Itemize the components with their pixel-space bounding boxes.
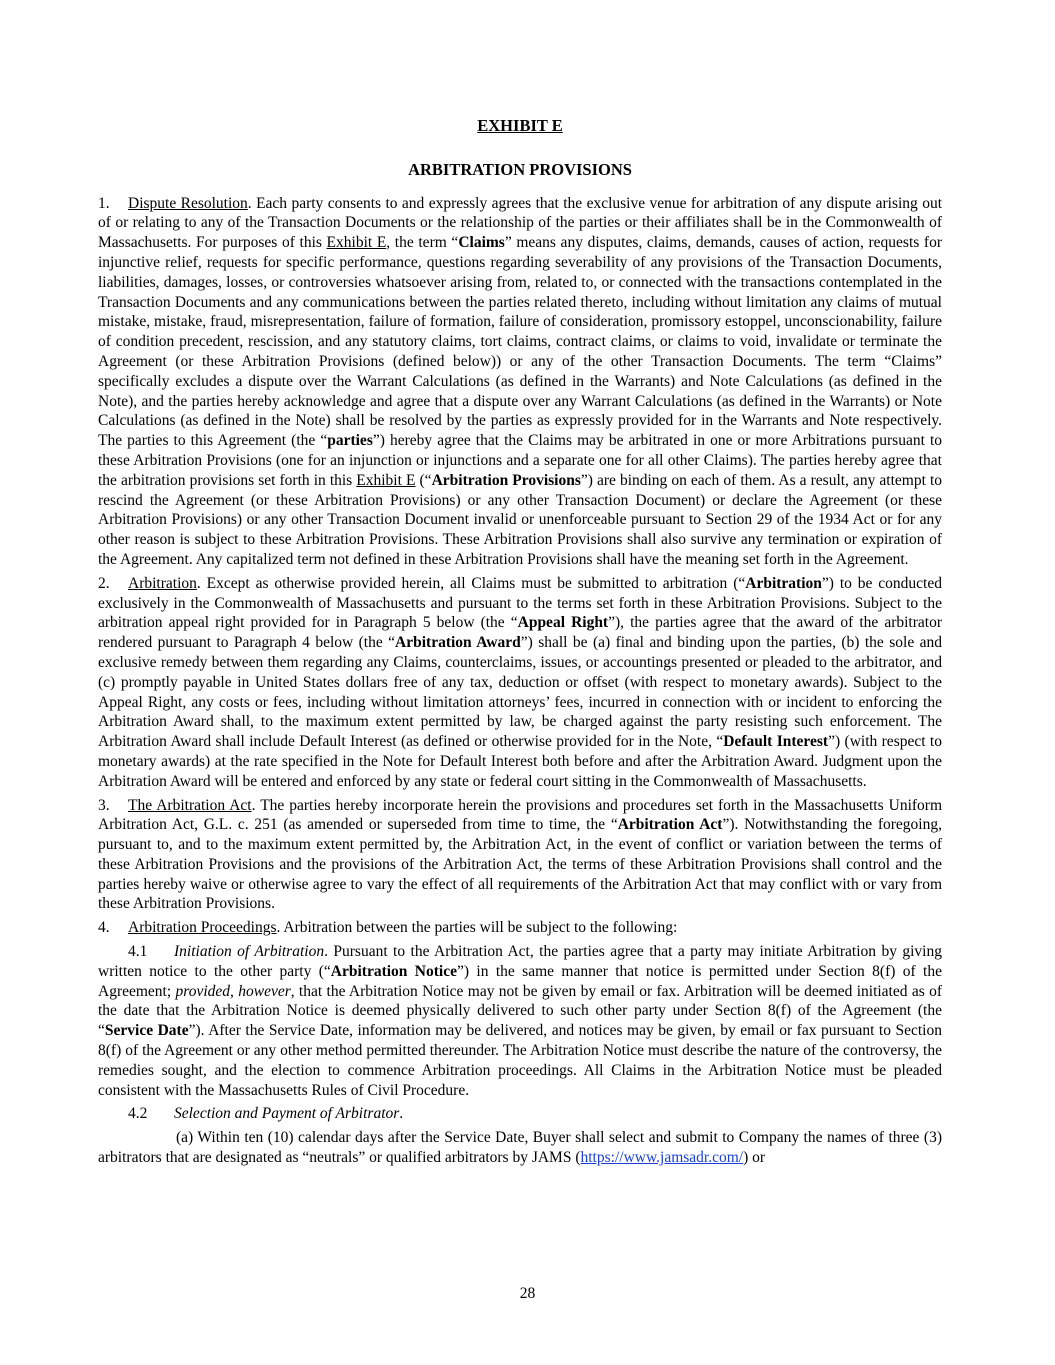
section-1-paragraph: 1. Dispute Resolution. Each party consents to and expressly agrees that the exclusive venue for arbitration of any dispute arising out of or relating to any of the Transaction Documents or the relationship of the parties or their affiliates shall be in the Commonwealth of Massachusetts. For purposes of this Exhibit E, the term “Claims” means any disputes, claims, demands, causes of action, requests for injunctive relief, requests for specific performance, questions regarding severability of any provisions of the Transaction Documents, liabilities, damages, losses, or controversies whatsoever arising from, related to, or connected with the transactions contemplated in the Transaction Documents and any communications between the parties related thereto, including without limitation any claims of mutual mistake, mistake, fraud, misrepresentation, failure of formation, failure of consideration, promissory estoppel, unconscionability, failure of condition precedent, rescission, and any statutory claims, tort claims, contract claims, or claims to void, invalidate or terminate the Agreement (or these Arbitration Provisions (defined below)) or any of the other Transaction Documents. The term “Claims” specifically excludes a dispute over the Warrant Calculations (as defined in the Warrants) and Note Calculations (as defined in the Note), and the parties hereby acknowledge and agree that a dispute over any Warrant Calculations (as defined in the Warrants) or Note Calculations (as defined in the Note) shall be resolved by the parties as expressly provided for in the Warrants and Note respectively. The parties to this Agreement (the “parties”) hereby agree that the Claims may be arbitrated in one or more Arbitrations pursuant to these Arbitration Provisions (one for an injunction or injunctions and a separate one for all other Claims). The parties hereby agree that the arbitration provisions set forth in this Exhibit E (“Arbitration Provisions”) are binding on each of them. As a result, any attempt to rescind the Agreement (or these Arbitration Provisions) or any other Transaction Document) or declare the Agreement (or these Arbitration Provisions) or any other Transaction Document invalid or unenforceable pursuant to Section 29 of the 1934 Act or for any other reason is subject to these Arbitration Provisions. These Arbitration Provisions shall also survive any termination or expiration of the Agreement. Any capitalized term not defined in these Arbitration Provisions shall have the meaning set forth in the Agreement. bbox=[98, 194, 943, 568]
section-2-paragraph: 2. Arbitration. Except as otherwise provided herein, all Claims must be submitted to arbitration (“Arbitration”) to be conducted exclusively in the Commonwealth of Massachusetts and pursuant to the terms set forth in these Arbitration Provisions. Subject to the arbitration appeal right provided for in Paragraph 5 below (the “Appeal Right”), the parties agree that the award of the arbitrator rendered pursuant to Paragraph 4 below (the “Arbitration Award”) shall be (a) final and binding upon the parties, (b) the sole and exclusive remedy between them regarding any Claims, counterclaims, issues, or accountings presented or pleaded to the arbitrator, and (c) promptly payable in United States dollars free of any tax, deduction or offset (with respect to monetary awards). Subject to the Appeal Right, any costs or fees, including without limitation attorneys’ fees, incurred in connection with or incident to enforcing the Arbitration Award shall, to the maximum extent permitted by law, be charged against the party resisting such enforcement. The Arbitration Award shall include Default Interest (as defined or otherwise provided for in the Note, “Default Interest”) (with respect to monetary awards) at the rate specified in the Note for Default Interest both before and after the Arbitration Award. Judgment upon the Arbitration Award will be entered and enforced by any state or federal court sitting in the Commonwealth of Massachusetts. bbox=[98, 574, 942, 790]
subsection-heading: Initiation of Arbitration bbox=[174, 943, 325, 961]
section-heading: Arbitration bbox=[128, 574, 197, 592]
exhibit-reference: Exhibit E bbox=[356, 471, 416, 489]
section-number: 4. bbox=[98, 919, 110, 937]
section-number: 1. bbox=[98, 194, 110, 212]
section-3-paragraph: 3. The Arbitration Act. The parties hereby incorporate herein the provisions and procedures set forth in the Massachusetts Uniform Arbitration Act, G.L. c. 251 (as amended or superseded from time to time, the “Arbitration Act”). Notwithstanding the foregoing, pursuant to, and to the maximum extent permitted by, the Arbitration Act, in the event of conflict or variation between the terms of these Arbitration Provisions and the provisions of the Arbitration Act, the terms of these Arbitration Provisions shall control and the parties hereby waive or otherwise agree to vary the effect of all requirements of the Arbitration Act that may conflict with or vary from these Arbitration Provisions. bbox=[98, 796, 943, 913]
defined-term: Arbitration Award bbox=[395, 634, 521, 652]
section-heading: Arbitration Proceedings bbox=[128, 919, 277, 937]
exhibit-reference: Exhibit E bbox=[326, 234, 387, 252]
document-title: ARBITRATION PROVISIONS bbox=[408, 159, 632, 179]
section-4-paragraph: 4. Arbitration Proceedings. Arbitration between the parties will be subject to the following: bbox=[98, 919, 678, 937]
page-number: 28 bbox=[519, 1285, 536, 1302]
section-number: 2. bbox=[98, 574, 110, 592]
section-heading: The Arbitration Act bbox=[128, 796, 252, 814]
section-number: 3. bbox=[98, 796, 110, 814]
defined-term: parties bbox=[327, 432, 373, 450]
defined-term: Arbitration Notice bbox=[330, 962, 457, 980]
section-heading: Dispute Resolution bbox=[128, 194, 248, 212]
defined-term: Default Interest bbox=[723, 733, 829, 751]
defined-term: Appeal Right bbox=[517, 614, 609, 632]
jams-link[interactable]: https://www.jamsadr.com/ bbox=[580, 1149, 744, 1167]
subsection-heading: Selection and Payment of Arbitrator bbox=[174, 1105, 400, 1123]
defined-term: Service Date bbox=[104, 1022, 189, 1040]
section-4-1-paragraph: 4.1 Initiation of Arbitration. Pursuant to the Arbitration Act, the parties agree that a party may initiate Arbitration by giving written notice to the other party (“Arbitration Notice”) in the same manner that notice is permitted under Section 8(f) of the Agreement; provided, however, that the Arbitration Notice may not be given by email or fax. Arbitration will be deemed initiated as of the date that the Arbitration Notice is deemed physically delivered to such other party under Section 8(f) of the Agreement (the “Service Date”). After the Service Date, information may be delivered, and notices may be given, by email or fax pursuant to Section 8(f) of the Agreement or any other method permitted thereunder. The Arbitration Notice must describe the nature of the controversy, the remedies sought, and the election to commence Arbitration proceedings. All Claims in the Arbitration Notice must be pleaded consistent with the Massachusetts Rules of Civil Procedure. bbox=[98, 943, 942, 1099]
subsection-number: 4.1 bbox=[128, 943, 148, 961]
defined-term: Arbitration Act bbox=[617, 816, 723, 834]
section-4-2-paragraph: 4.2 Selection and Payment of Arbitrator. bbox=[128, 1105, 404, 1123]
section-4-2-a-paragraph: (a) Within ten (10) calendar days after the Service Date, Buyer shall select and submit to Company the names of three (3) arbitrators that are designated as “neutrals” or qualified arbitrators by JAMS (https://www.jamsadr.com/) or bbox=[98, 1129, 942, 1167]
defined-term: Arbitration bbox=[745, 574, 822, 592]
subsection-number: 4.2 bbox=[128, 1105, 148, 1123]
exhibit-title: EXHIBIT E bbox=[477, 116, 563, 135]
document-page bbox=[98, 116, 942, 1172]
defined-term: Arbitration Provisions bbox=[431, 471, 581, 489]
defined-term: Claims bbox=[458, 234, 505, 252]
